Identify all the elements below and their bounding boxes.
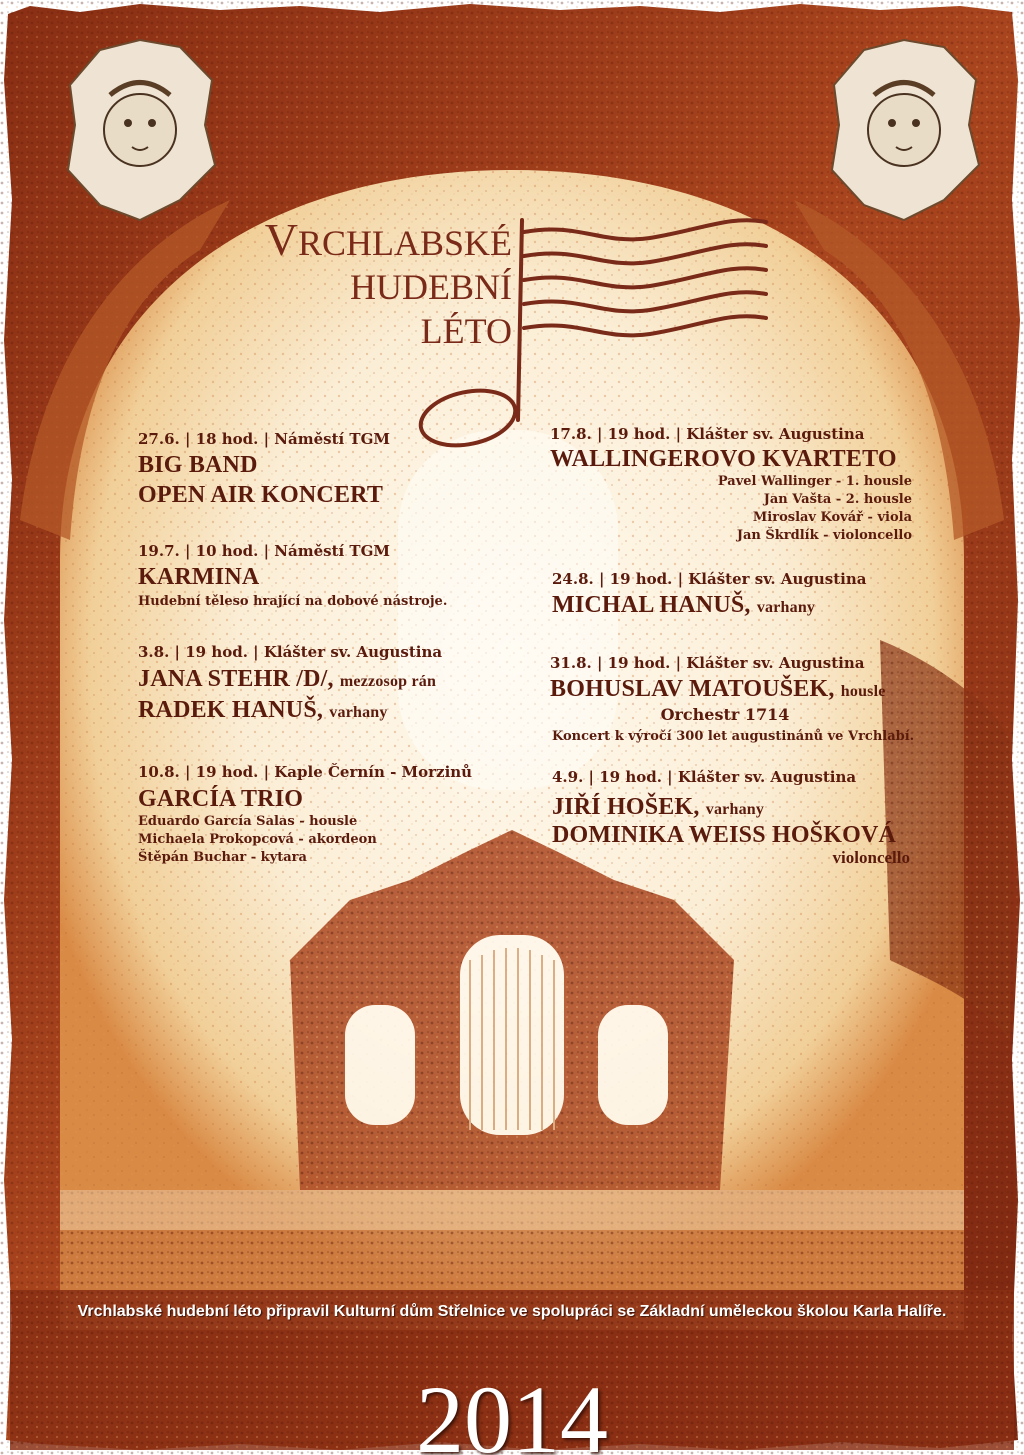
event-6-title: MICHAL HANUŠ, varhany — [552, 592, 816, 618]
event-4-note-2: Michaela Prokopcová - akordeon — [138, 832, 377, 847]
event-5-note-1: Pavel Wallinger - 1. housle — [717, 474, 912, 489]
event-1-title: BIG BAND — [138, 452, 258, 478]
event-7-meta: 31.8. | 19 hod. | Klášter sv. Augustina — [550, 654, 865, 672]
event-4-note-1: Eduardo García Salas - housle — [138, 814, 358, 829]
event-3-title-2: RADEK HANUŠ, varhany — [138, 697, 388, 723]
title-line-2: HUDEBNÍ — [350, 267, 512, 307]
event-5-note-4: Jan Škrdlík - violoncello — [736, 528, 912, 543]
event-6-meta: 24.8. | 19 hod. | Klášter sv. Augustina — [552, 570, 867, 588]
organizer-note: Vrchlabské hudební léto připravil Kulturní dům Střelnice ve spolupráci se Základní uměleckou školou Karla Halíře. — [77, 1303, 947, 1320]
event-5-title: WALLINGEROVO KVARTETO — [550, 446, 897, 472]
event-1-meta: 27.6. | 18 hod. | Náměstí TGM — [138, 430, 390, 448]
event-5-meta: 17.8. | 19 hod. | Klášter sv. Augustina — [550, 425, 865, 443]
event-4-title: GARCÍA TRIO — [138, 786, 304, 812]
event-5-note-3: Miroslav Kovář - viola — [752, 510, 912, 525]
title-line-3: LÉTO — [420, 311, 512, 351]
event-8-title-2-suffix: violoncello — [832, 848, 910, 867]
event-1-title-2: OPEN AIR KONCERT — [138, 482, 384, 508]
event-4-note-3: Štěpán Buchar - kytara — [138, 850, 307, 865]
event-3-meta: 3.8. | 19 hod. | Klášter sv. Augustina — [138, 643, 443, 661]
event-7-subtitle: Orchestr 1714 — [660, 705, 790, 724]
title-line-1: VRCHLABSKÉ — [264, 214, 512, 265]
event-4-meta: 10.8. | 19 hod. | Kaple Černín - Morzinů — [138, 763, 473, 781]
event-7-title: BOHUSLAV MATOUŠEK, housle — [550, 676, 886, 702]
festival-title — [250, 214, 512, 353]
event-7-note: Koncert k výročí 300 let augustinánů ve Vrchlabí. — [552, 729, 915, 744]
event-2-note: Hudební těleso hrající na dobové nástroje. — [138, 594, 448, 609]
event-8-title-2: DOMINIKA WEISS HOŠKOVÁ — [552, 822, 897, 848]
event-8-meta: 4.9. | 19 hod. | Klášter sv. Augustina — [552, 768, 857, 786]
event-2-meta: 19.7. | 10 hod. | Náměstí TGM — [138, 542, 390, 560]
event-5-note-2: Jan Vašta - 2. housle — [763, 492, 912, 507]
event-8-title: JIŘÍ HOŠEK, varhany — [552, 794, 765, 820]
event-2-title: KARMINA — [138, 564, 260, 590]
festival-year: 2014 — [416, 1366, 608, 1455]
event-3-title: JANA STEHR /D/, mezzosop rán — [138, 666, 437, 692]
